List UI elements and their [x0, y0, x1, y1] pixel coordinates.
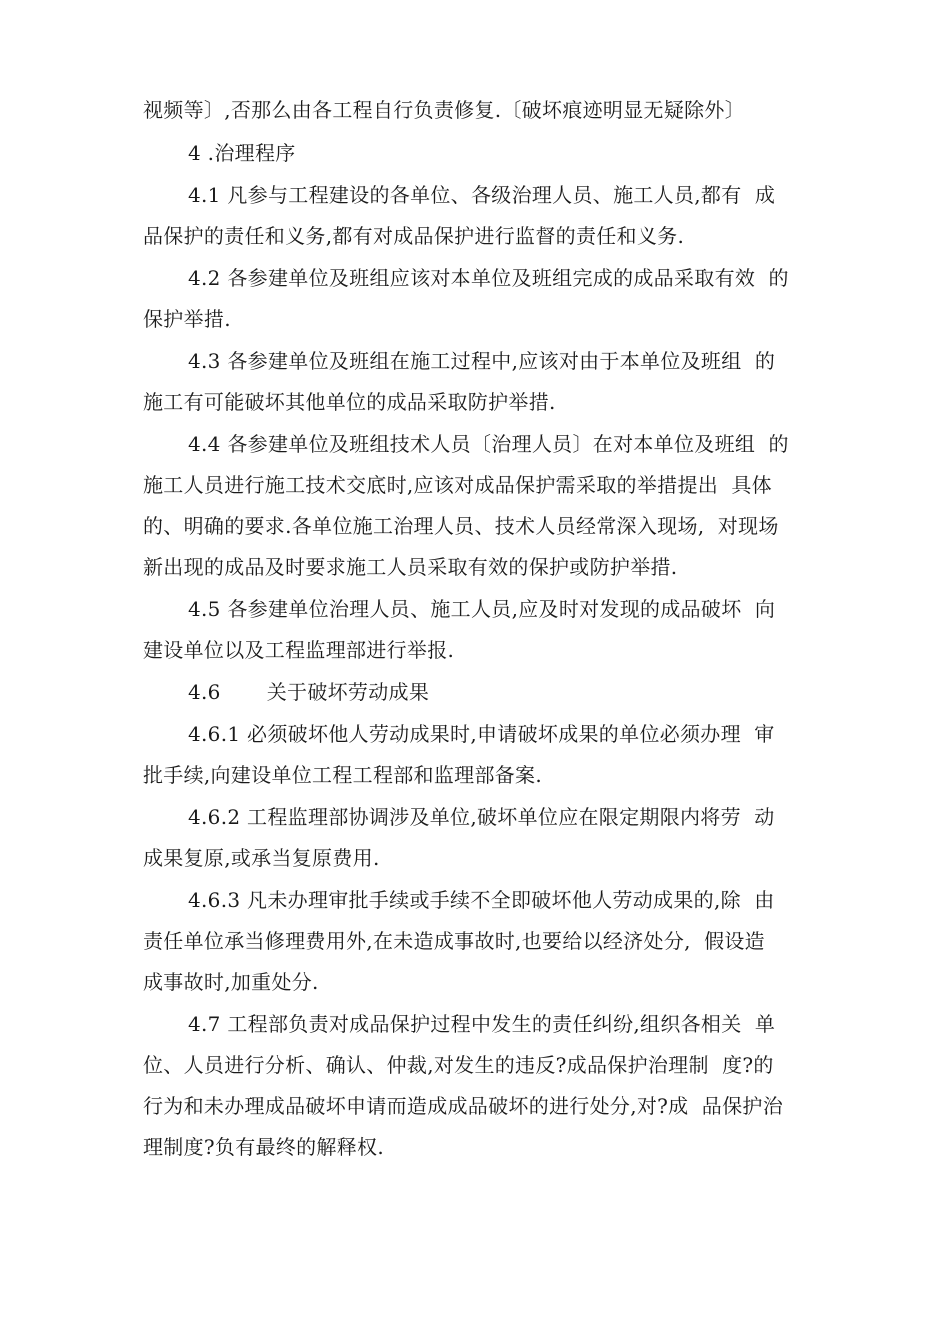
text-line: 新出现的成品及时要求施工人员采取有效的保护或防护举措. — [143, 555, 678, 579]
text-line: 视频等〕,否那么由各工程自行负责修复.〔破坏痕迹明显无疑除外〕 — [143, 98, 746, 122]
text-line: 施工有可能破坏其他单位的成品采取防护举措. — [143, 390, 556, 414]
text-line: 施工人员进行施工技术交底时,应该对成品保护需采取的举措提出 具体 — [143, 473, 772, 497]
subsection-title: 关于破坏劳动成果 — [266, 680, 430, 704]
text-line: 成果复原,或承当复原费用. — [143, 846, 380, 870]
text-line: 4.1 凡参与工程建设的各单位、各级治理人员、施工人员,都有 成 — [188, 183, 776, 207]
text-line: 建设单位以及工程监理部进行举报. — [143, 638, 455, 662]
text-line: 4.6.2 工程监理部协调涉及单位,破坏单位应在限定期限内将劳 动 — [188, 805, 775, 829]
text-line: 批手续,向建设单位工程工程部和监理部备案. — [143, 763, 543, 787]
text-line: 理制度?负有最终的解释权. — [143, 1135, 384, 1159]
text-line: 品保护的责任和义务,都有对成品保护进行监督的责任和义务. — [143, 224, 685, 248]
text-line: 保护举措. — [143, 307, 231, 331]
text-line: 4.4 各参建单位及班组技术人员〔治理人员〕在对本单位及班组 的 — [188, 432, 789, 456]
subsection-number: 4.6 — [188, 680, 221, 704]
text-line: 4.7 工程部负责对成品保护过程中发生的责任纠纷,组织各相关 单 — [188, 1012, 776, 1036]
text-line: 4.5 各参建单位治理人员、施工人员,应及时对发现的成品破坏 向 — [188, 597, 776, 621]
text-line: 4.2 各参建单位及班组应该对本单位及班组完成的成品采取有效 的 — [188, 266, 789, 290]
text-line: 4.6.1 必须破坏他人劳动成果时,申请破坏成果的单位必须办理 审 — [188, 722, 775, 746]
subsection-heading — [188, 680, 429, 704]
text-line: 行为和未办理成品破坏申请而造成成品破坏的进行处分,对?成 品保护治 — [143, 1094, 783, 1118]
text-line: 成事故时,加重处分. — [143, 970, 319, 994]
text-line: 4.6.3 凡未办理审批手续或手续不全即破坏他人劳动成果的,除 由 — [188, 888, 775, 912]
text-line: 4.3 各参建单位及班组在施工过程中,应该对由于本单位及班组 的 — [188, 349, 776, 373]
text-line: 责任单位承当修理费用外,在未造成事故时,也要给以经济处分, 假设造 — [143, 929, 765, 953]
text-line: 的、明确的要求.各单位施工治理人员、技术人员经常深入现场, 对现场 — [143, 514, 779, 538]
section-heading: 4 .治理程序 — [188, 141, 296, 165]
text-line: 位、人员进行分析、确认、仲裁,对发生的违反?成品保护治理制 度?的 — [143, 1053, 774, 1077]
